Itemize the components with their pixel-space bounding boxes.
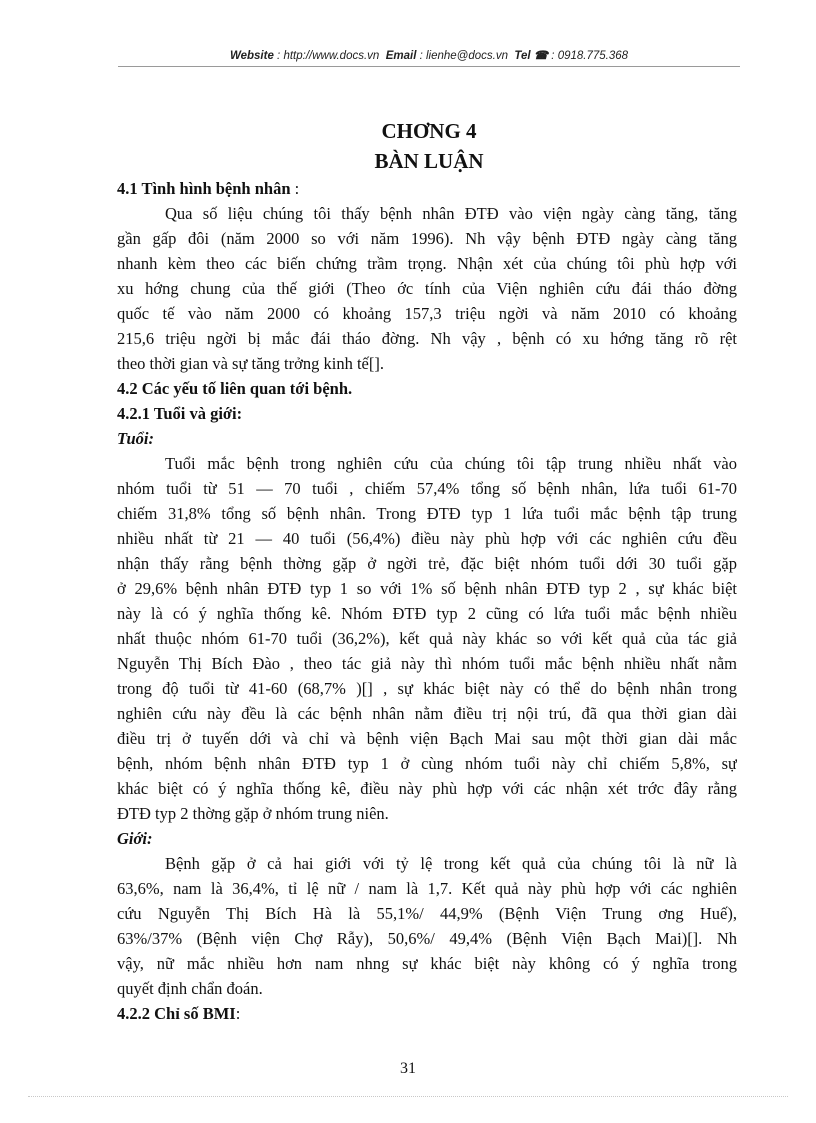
paragraph-line: 63%/37% (Bệnh viện Chợ Rẫy), 50,6%/ 49,4% (Bệnh Viện Bạch Mai)[]. Nh [117, 929, 737, 948]
email-link[interactable]: lienhe@docs.vn [425, 50, 508, 62]
paragraph-line: ĐTĐ typ 2 thờng gặp ở nhóm trung niên. [117, 804, 389, 823]
section-4-2-1-heading: 4.2.1 Tuổi và giới: [117, 404, 243, 423]
paragraph-line: khác biệt có ý nghĩa thống kê, điều này phù hợp với các nhận xét trớc đây rằng [117, 779, 737, 798]
email-separator: : [416, 50, 426, 62]
paragraph-line: cứu Nguyễn Thị Bích Hà là 55,1%/ 44,9% (Bệnh Viện Trung ơng Huế), [117, 904, 737, 923]
paragraph-line: theo thời gian và sự tăng trởng kinh tế[]. [117, 354, 384, 373]
paragraph-line: điều trị ở tuyến dới và chỉ và bệnh viện Bạch Mai sau một thời gian dài mắc [117, 729, 737, 748]
paragraph-line: Bệnh gặp ở cả hai giới với tỷ lệ trong kết quả của chúng tôi là nữ là [165, 854, 737, 873]
paragraph-line: nghiên cứu này đều là các bệnh nhân nằm điều trị nội trú, đã qua thời gian dài [117, 704, 737, 723]
paragraph-line: Tuổi mắc bệnh trong nghiên cứu của chúng tôi tập trung nhiều nhất vào [165, 454, 737, 473]
paragraph-line: 63,6%, nam là 36,4%, tỉ lệ nữ / nam là 1,7. Kết quả này phù hợp với các nghiên [117, 879, 737, 898]
section-heading-suffix: : [290, 179, 300, 198]
paragraph-line: Nguyễn Thị Bích Đào , theo tác giả này thì nhóm tuổi mắc bệnh nhiều nhất nằm [117, 654, 737, 673]
document-body [117, 116, 737, 1026]
paragraph-line: nhận thấy rằng bệnh thờng gặp ở ngời trẻ, đặc biệt nhóm tuổi dới 30 tuổi gặp [117, 554, 737, 573]
email-label: Email [385, 50, 417, 62]
paragraph-line: nhất thuộc nhóm 61-70 tuổi (36,2%), kết quả này khác so với kết quả của tác giả [117, 629, 737, 648]
website-label: Website [229, 50, 274, 62]
page-header [118, 48, 740, 62]
paragraph-line: chiếm 31,8% tổng số bệnh nhân. Trong ĐTĐ typ 1 lứa tuổi mắc bệnh tập trung [117, 504, 737, 523]
paragraph-line: xu hớng chung của thế giới (Theo ớc tính của Viện nghiên cứu đái tháo đờng [117, 279, 737, 298]
tel-label: Tel [514, 50, 531, 62]
section-4-2-heading: 4.2 Các yếu tố liên quan tới bệnh. [117, 379, 353, 398]
section-heading-suffix: : [235, 1004, 241, 1023]
website-separator: : [273, 50, 284, 62]
paragraph-line: nhanh kèm theo các biến chứng trầm trọng. Nhận xét của chúng tôi phù hợp với [117, 254, 737, 273]
paragraph-line: 215,6 triệu ngời bị mắc đái tháo đờng. Nh vậy , bệnh có xu hớng tăng rõ rệt [117, 329, 737, 348]
chapter-number: CHƠNG 4 [381, 119, 477, 143]
section-heading-text: 4.1 Tình hình bệnh nhân [117, 179, 291, 198]
page-number: 31 [400, 1060, 416, 1077]
age-subheading: Tuổi: [117, 429, 154, 448]
paragraph-line: vậy, nữ mắc nhiều hơn nam nhng sự khác biệt này không có ý nghĩa trong [117, 954, 737, 973]
paragraph-line: nhiều nhất từ 21 — 40 tuổi (56,4%) điều này phù hợp với các nghiên cứu đều [117, 529, 737, 548]
paragraph-line: quốc tế vào năm 2000 có khoảng 157,3 triệu ngời và năm 2010 có khoảng [117, 304, 737, 323]
paragraph-line: nhóm tuổi từ 51 — 70 tuổi , chiếm 57,4% tổng số bệnh nhân, lứa tuổi 61-70 [117, 479, 737, 498]
footer-divider [28, 1096, 788, 1097]
telephone-icon: ☎ [533, 50, 549, 62]
tel-value: : 0918.775.368 [548, 50, 629, 62]
header-divider [118, 66, 740, 67]
gender-subheading: Giới: [117, 829, 153, 848]
paragraph-line: bệnh, nhóm bệnh nhân ĐTĐ typ 1 ở cùng nhóm tuổi này chỉ chiếm 5,8%, sự [117, 754, 737, 773]
paragraph-line: trong độ tuổi từ 41-60 (68,7% )[] , sự khác biệt này có thể do bệnh nhân trong [117, 679, 737, 698]
paragraph-line: ở 29,6% bệnh nhân ĐTĐ typ 1 so với 1% số bệnh nhân ĐTĐ typ 2 , sự khác biệt [117, 579, 737, 598]
paragraph-line: Qua số liệu chúng tôi thấy bệnh nhân ĐTĐ vào viện ngày càng tăng, tăng [165, 204, 737, 223]
paragraph-line: này là có ý nghĩa thống kê. Nhóm ĐTĐ typ 2 cũng có lứa tuổi mắc bệnh nhiều [117, 604, 737, 623]
section-heading-text: 4.2.2 Chỉ số BMI [117, 1004, 236, 1023]
paragraph-line: gần gấp đôi (năm 2000 so với năm 1996). Nh vậy bệnh ĐTĐ ngày càng tăng [117, 229, 737, 248]
section-4-2-2-heading [117, 1001, 737, 1026]
chapter-title: BÀN LUẬN [374, 149, 484, 173]
section-4-1-heading [117, 176, 737, 201]
paragraph-line: quyết định chẩn đoán. [117, 979, 263, 998]
website-url-link[interactable]: http://www.docs.vn [283, 50, 380, 62]
